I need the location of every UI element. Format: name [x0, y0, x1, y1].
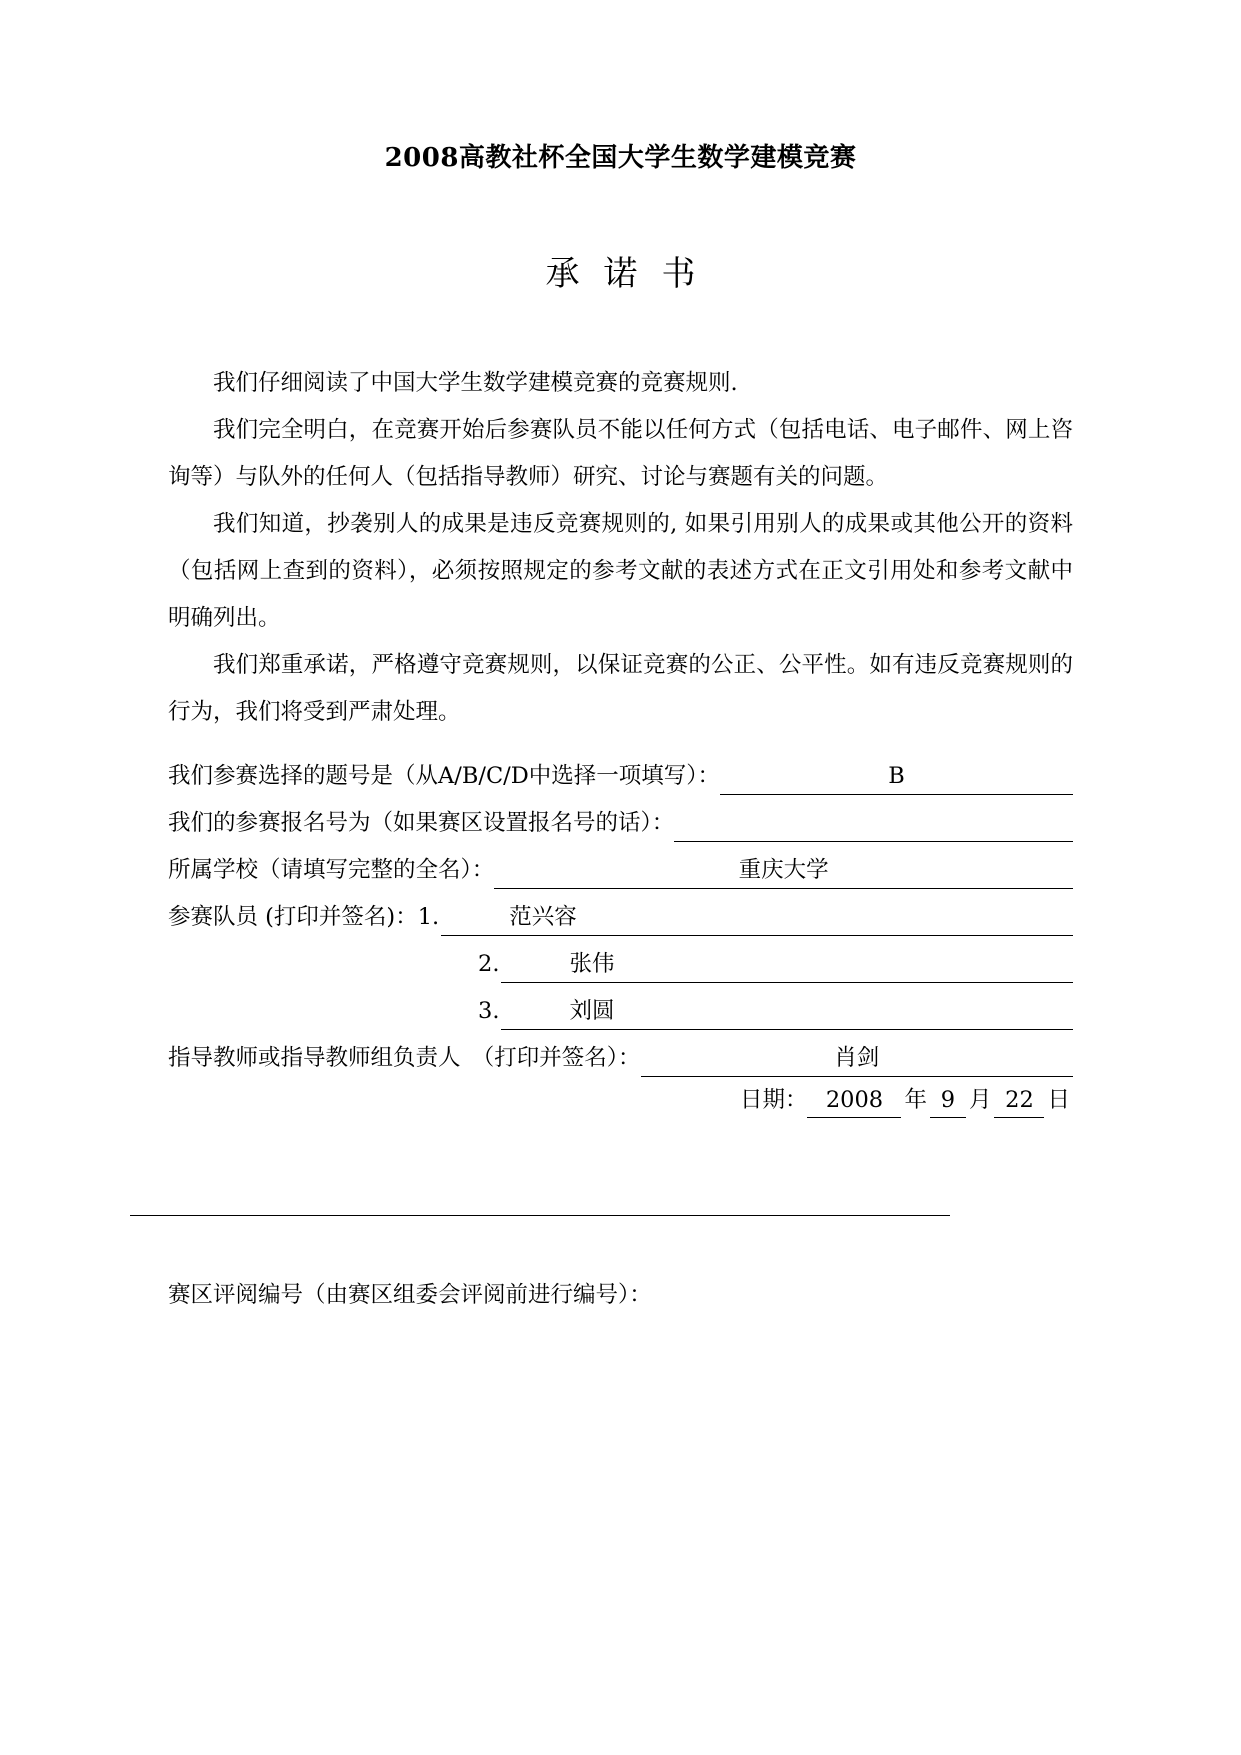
problem-choice-label: 我们参赛选择的题号是（从A/B/C/D中选择一项填写）： — [168, 763, 721, 789]
pledge-paragraph-1: 我们仔细阅读了中国大学生数学建模竞赛的竞赛规则. — [213, 370, 738, 396]
advisor-value: 肖剑 — [834, 1045, 880, 1071]
problem-choice-row — [168, 748, 1073, 795]
team-member-name-2: 张伟 — [569, 951, 615, 977]
school-value: 重庆大学 — [738, 857, 829, 883]
date-day-value: 22 — [1005, 1087, 1034, 1113]
team-member-field-3[interactable] — [501, 994, 1073, 1030]
team-member-row-1 — [168, 889, 1073, 936]
team-member-row-2 — [168, 936, 1073, 983]
team-member-index-3: 3. — [478, 998, 500, 1024]
pledge-paragraph-2: 我们完全明白，在竞赛开始后参赛队员不能以任何方式（包括电话、电子邮件、网上咨询等）与队外的任何人（包括指导教师）研究、讨论与赛题有关的问题。 — [168, 417, 1073, 490]
registration-number-label: 我们的参赛报名号为（如果赛区设置报名号的话）： — [168, 810, 675, 836]
pledge-body — [168, 360, 1073, 736]
date-month-unit: 月 — [968, 1087, 992, 1113]
document-title: 2008高教社杯全国大学生数学建模竞赛 — [384, 143, 857, 173]
review-number-note: 赛区评阅编号（由赛区组委会评阅前进行编号）： — [168, 1282, 652, 1308]
section-divider — [130, 1215, 950, 1216]
team-member-index-2: 2. — [478, 951, 500, 977]
team-members-label: 参赛队员 (打印并签名)： — [168, 904, 418, 930]
advisor-field[interactable] — [641, 1040, 1073, 1077]
advisor-row — [168, 1030, 1073, 1077]
registration-number-field[interactable] — [674, 805, 1073, 842]
team-member-row-3 — [168, 983, 1073, 1030]
date-month-field[interactable] — [930, 1084, 966, 1118]
document-subtitle: 承诺书 — [545, 254, 720, 294]
pledge-paragraph-4: 我们郑重承诺，严格遵守竞赛规则，以保证竞赛的公正、公平性。如有违反竞赛规则的行为，我们将受到严肃处理。 — [168, 652, 1073, 725]
date-month-value: 9 — [940, 1087, 956, 1113]
team-member-name-3: 刘圆 — [569, 998, 615, 1024]
school-label: 所属学校（请填写完整的全名）： — [168, 857, 495, 883]
entry-form — [168, 748, 1073, 1077]
date-year-unit: 年 — [904, 1087, 927, 1113]
date-year-value: 2008 — [825, 1087, 884, 1113]
date-label: 日期： — [739, 1087, 808, 1113]
date-row — [168, 1082, 1073, 1118]
advisor-label: 指导教师或指导教师组负责人 （打印并签名）： — [168, 1045, 641, 1071]
date-year-field[interactable] — [807, 1084, 901, 1118]
registration-number-row — [168, 795, 1073, 842]
team-member-index-1: 1. — [417, 904, 440, 930]
team-member-field-1[interactable] — [441, 900, 1073, 936]
team-member-name-1: 范兴容 — [509, 904, 577, 930]
team-member-field-2[interactable] — [501, 947, 1073, 983]
problem-choice-value: B — [888, 763, 905, 789]
school-row — [168, 842, 1073, 889]
date-day-unit: 日 — [1047, 1087, 1070, 1113]
problem-choice-field[interactable] — [720, 758, 1073, 795]
school-field[interactable] — [494, 852, 1073, 889]
pledge-paragraph-3: 我们知道，抄袭别人的成果是违反竞赛规则的, 如果引用别人的成果或其他公开的资料（包括网上查到的资料），必须按照规定的参考文献的表述方式在正文引用处和参考文献中明确列出。 — [168, 511, 1073, 631]
date-day-field[interactable] — [994, 1084, 1044, 1118]
document-content-area — [168, 0, 1073, 1755]
